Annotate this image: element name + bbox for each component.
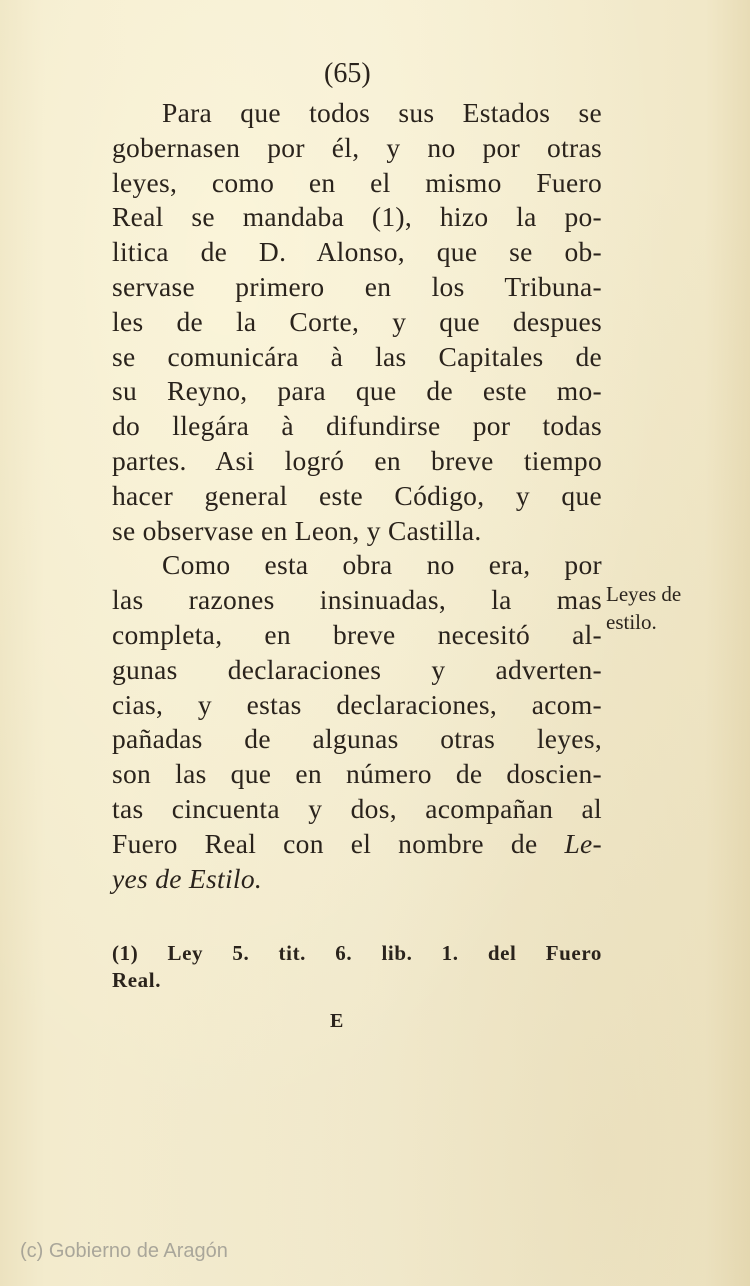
text-line-with-italic bbox=[112, 827, 602, 862]
text-line: Como esta obra no era, por bbox=[162, 549, 602, 581]
text-line: Fuero Real con el nombre de bbox=[112, 827, 538, 859]
text-line: las razones insinuadas, la mas bbox=[112, 584, 602, 616]
footnote-line: (1) Ley 5. tit. 6. lib. 1. del Fuero bbox=[112, 941, 602, 965]
text-line: tas cincuenta y dos, acompañan al bbox=[112, 792, 602, 824]
text-line: son las que en número de doscien- bbox=[112, 758, 602, 790]
italic-term-start: Le- bbox=[564, 827, 602, 859]
text-line: hacer general este Código, y que bbox=[112, 479, 602, 511]
italic-term-end: yes de Estilo. bbox=[112, 862, 263, 894]
page-number: (65) bbox=[324, 58, 371, 89]
footnote bbox=[112, 940, 602, 994]
marginal-note-line: estilo. bbox=[606, 610, 657, 634]
text-line: les de la Corte, y que despues bbox=[112, 305, 602, 337]
text-line: leyes, como en el mismo Fuero bbox=[112, 166, 602, 198]
text-line: servase primero en los Tribuna- bbox=[112, 270, 602, 302]
text-line: do llegára à difundirse por todas bbox=[112, 410, 602, 442]
text-line: se comunicára à las Capitales de bbox=[112, 340, 602, 372]
main-text bbox=[112, 96, 602, 896]
text-line: su Reyno, para que de este mo- bbox=[112, 375, 602, 407]
text-line: litica de D. Alonso, que se ob- bbox=[112, 236, 602, 268]
text-line: Real se mandaba (1), hizo la po- bbox=[112, 201, 602, 233]
text-line: pañadas de algunas otras leyes, bbox=[112, 723, 602, 755]
text-line: partes. Asi logró en breve tiempo bbox=[112, 444, 602, 476]
text-line: gobernasen por él, y no por otras bbox=[112, 131, 602, 163]
text-line: cias, y estas declaraciones, acom- bbox=[112, 688, 602, 720]
text-line: gunas declaraciones y adverten- bbox=[112, 653, 602, 685]
marginal-note-line: Leyes de bbox=[606, 582, 682, 606]
text-line: se observase en Leon, y Castilla. bbox=[112, 514, 482, 546]
text-line: Para que todos sus Estados se bbox=[162, 97, 602, 128]
text-line: completa, en breve necesitó al- bbox=[112, 618, 602, 650]
footnote-line: Real. bbox=[112, 968, 162, 992]
marginal-note bbox=[606, 580, 726, 636]
copyright-watermark: (c) Gobierno de Aragón bbox=[20, 1240, 228, 1262]
signature-mark: E bbox=[330, 1010, 344, 1032]
